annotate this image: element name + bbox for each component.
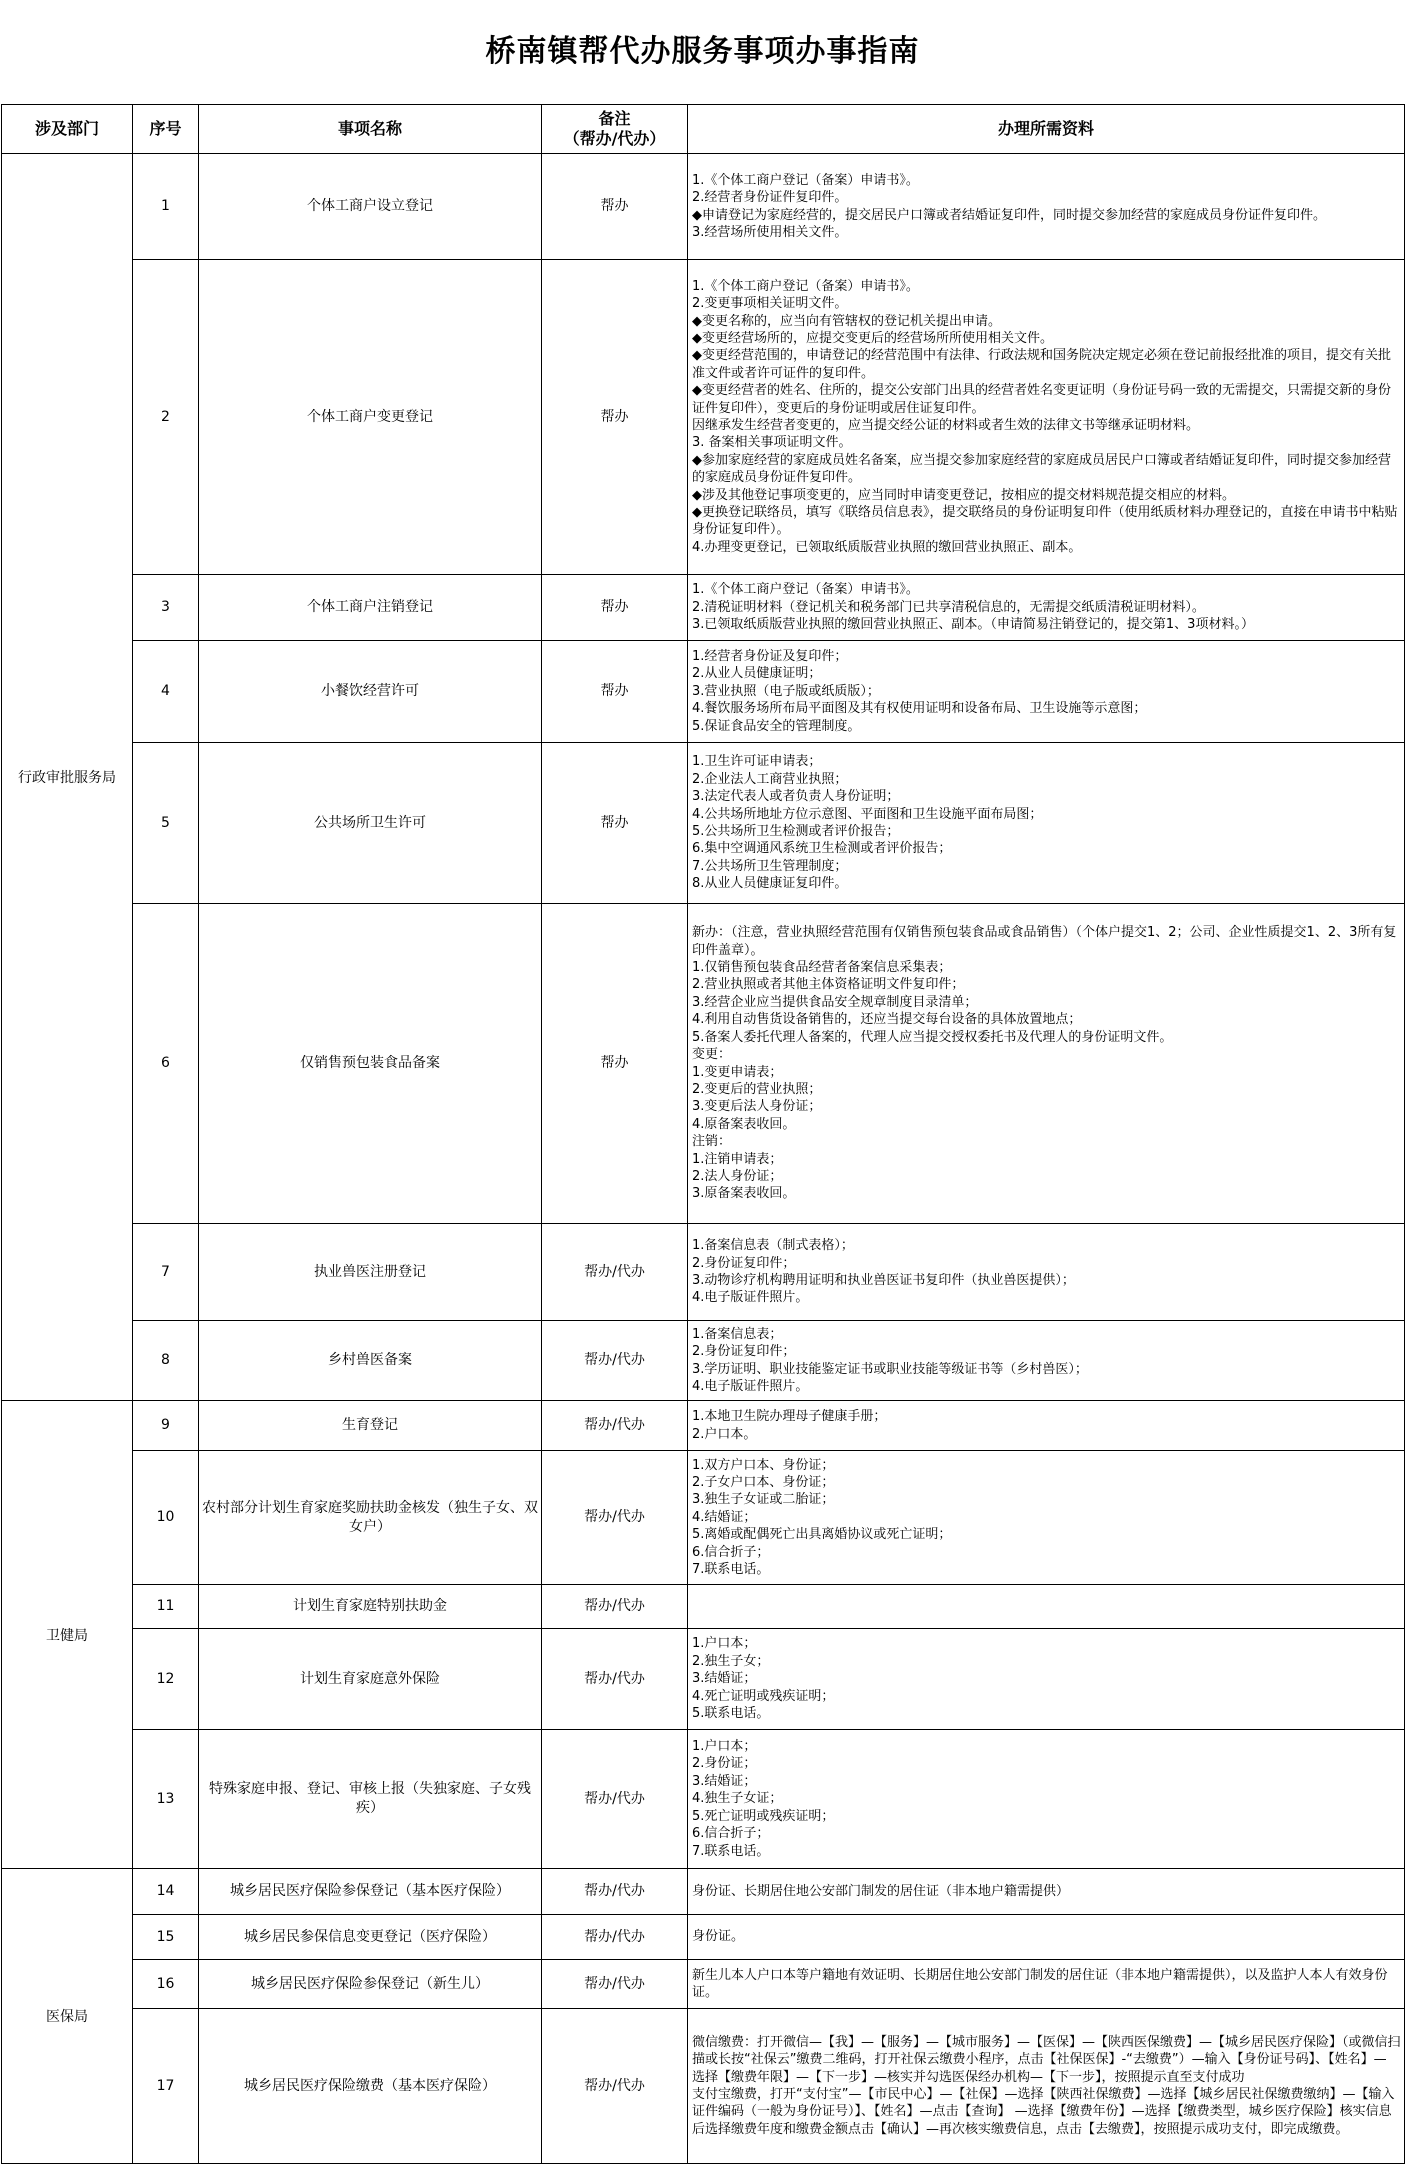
material-line: 1.经营者身份证及复印件； bbox=[692, 648, 848, 664]
table-row bbox=[2, 1451, 1405, 1585]
material-line: 6.信合折子； bbox=[692, 1826, 770, 1842]
material-line: 5.公共场所卫生检测或者评价报告； bbox=[692, 824, 900, 839]
material-line: 2.企业法人工商营业执照； bbox=[692, 771, 848, 787]
header-note bbox=[542, 105, 688, 154]
material-line: 2.变更事项相关证明文件。 bbox=[692, 296, 848, 312]
materials-cell bbox=[688, 1451, 1405, 1585]
seq-cell: 17 bbox=[133, 2009, 199, 2164]
table-row bbox=[2, 1585, 1405, 1629]
materials-cell bbox=[688, 1224, 1405, 1321]
material-line: 4.电子版证件照片。 bbox=[692, 1378, 809, 1394]
material-line: 1.户口本； bbox=[692, 1739, 757, 1755]
material-line: ◆申请登记为家庭经营的，提交居民户口簿或者结婚证复印件，同时提交参加经营的家庭成员身份证件复印件。 bbox=[692, 207, 1326, 223]
table-row bbox=[2, 1321, 1405, 1401]
material-line: 支付宝缴费，打开“支付宝”—【市民中心】—【社保】—选择【陕西社保缴费】—选择【城乡居民社保缴费缴纳】—【输入证件编码（一般为身份证号）】、【姓名】—点击【查询】 —选择【缴费年份】—选择【缴费类型，城乡医疗保险】核实信息后选择缴费年度和缴费金额点击【确认】—再次核实缴费信息，点击【去缴费】，按照提示成功支付，即完成缴费。 bbox=[692, 2087, 1395, 2137]
materials-cell bbox=[688, 1730, 1405, 1869]
table-row bbox=[2, 743, 1405, 904]
item-name-cell: 计划生育家庭特别扶助金 bbox=[199, 1585, 542, 1629]
material-line: 3.变更后法人身份证； bbox=[692, 1099, 822, 1115]
header-seq: 序号 bbox=[133, 105, 199, 154]
note-cell: 帮办 bbox=[542, 743, 688, 904]
material-line: 4.利用自动售货设备销售的，还应当提交每台设备的具体放置地点； bbox=[692, 1012, 1082, 1028]
note-cell: 帮办 bbox=[542, 641, 688, 743]
material-line: 2.身份证复印件； bbox=[692, 1255, 796, 1271]
item-name-cell: 小餐饮经营许可 bbox=[199, 641, 542, 743]
item-name-cell: 仅销售预包装食品备案 bbox=[199, 904, 542, 1224]
material-line: 1.变更申请表； bbox=[692, 1064, 783, 1080]
note-cell: 帮办 bbox=[542, 260, 688, 575]
material-line: 1.《个体工商户登记（备案）申请书》。 bbox=[692, 172, 919, 188]
table-row bbox=[2, 575, 1405, 641]
table-row bbox=[2, 1629, 1405, 1730]
item-name-cell: 城乡居民医疗保险参保登记（基本医疗保险） bbox=[199, 1869, 542, 1915]
seq-cell: 4 bbox=[133, 641, 199, 743]
material-line: 2.法人身份证； bbox=[692, 1168, 783, 1184]
materials-cell bbox=[688, 1321, 1405, 1401]
material-line: 3.原备案表收回。 bbox=[692, 1186, 796, 1202]
note-cell: 帮办/代办 bbox=[542, 1401, 688, 1451]
item-name-cell: 个体工商户注销登记 bbox=[199, 575, 542, 641]
note-cell: 帮办/代办 bbox=[542, 1730, 688, 1869]
table-row bbox=[2, 1730, 1405, 1869]
material-line: 4.公共场所地址方位示意图、平面图和卫生设施平面布局图； bbox=[692, 806, 1043, 822]
material-line: ◆变更经营者的姓名、住所的，提交公安部门出具的经营者姓名变更证明（身份证号码一致的无需提交，只需提交新的身份证件复印件），变更后的身份证明或居住证复印件。 bbox=[692, 383, 1391, 416]
material-line: 1.卫生许可证申请表； bbox=[692, 754, 822, 770]
note-cell: 帮办/代办 bbox=[542, 1451, 688, 1585]
material-line: 2.变更后的营业执照； bbox=[692, 1081, 822, 1097]
material-line: 3. 备案相关事项证明文件。 bbox=[692, 435, 852, 451]
material-line: 3.结婚证； bbox=[692, 1671, 757, 1687]
material-line: 2.身份证复印件； bbox=[692, 1344, 796, 1360]
material-line: 新办：（注意，营业执照经营范围有仅销售预包装食品或食品销售）（个体户提交1、2；公司、企业性质提交1、2、3所有复印件盖章）。 bbox=[692, 925, 1397, 958]
materials-cell bbox=[688, 260, 1405, 575]
item-name-cell: 个体工商户变更登记 bbox=[199, 260, 542, 575]
table-row bbox=[2, 1869, 1405, 1915]
seq-cell: 14 bbox=[133, 1869, 199, 1915]
material-line: 2.经营者身份证件复印件。 bbox=[692, 190, 848, 206]
material-line: 1.户口本； bbox=[692, 1636, 757, 1652]
seq-cell: 11 bbox=[133, 1585, 199, 1629]
item-name-cell: 计划生育家庭意外保险 bbox=[199, 1629, 542, 1730]
dept-cell: 医保局 bbox=[2, 1869, 133, 2164]
material-line: 1.备案信息表（制式表格）； bbox=[692, 1238, 854, 1254]
material-line: ◆更换登记联络员，填写《联络员信息表》，提交联络员的身份证明复印件（使用纸质材料办理登记的，直接在申请书中粘贴身份证复印件）。 bbox=[692, 505, 1398, 538]
material-line: 3.营业执照（电子版或纸质版）； bbox=[692, 683, 880, 699]
seq-cell: 7 bbox=[133, 1224, 199, 1321]
material-line: 5.备案人委托代理人备案的，代理人应当提交授权委托书及代理人的身份证明文件。 bbox=[692, 1029, 1173, 1045]
material-line: 2.独生子女； bbox=[692, 1653, 770, 1669]
material-line: 3.学历证明、职业技能鉴定证书或职业技能等级证书等（乡村兽医）； bbox=[692, 1361, 1088, 1377]
header-note-line2: （帮办/代办） bbox=[563, 129, 666, 148]
materials-cell bbox=[688, 154, 1405, 260]
material-line: ◆变更名称的，应当向有管辖权的登记机关提出申请。 bbox=[692, 313, 1001, 329]
material-line: 3.经营企业应当提供食品安全规章制度目录清单； bbox=[692, 994, 978, 1010]
item-name-cell: 农村部分计划生育家庭奖励扶助金核发（独生子女、双女户） bbox=[199, 1451, 542, 1585]
materials-cell bbox=[688, 1869, 1405, 1915]
material-line: 8.从业人员健康证复印件。 bbox=[692, 876, 848, 892]
material-line: 1.本地卫生院办理母子健康手册； bbox=[692, 1409, 887, 1425]
material-line: 4.餐饮服务场所布局平面图及其有权使用证明和设备布局、卫生设施等示意图； bbox=[692, 701, 1147, 717]
dept-cell: 行政审批服务局 bbox=[2, 154, 133, 1401]
material-line: 4.独生子女证； bbox=[692, 1791, 783, 1807]
material-line: 注销： bbox=[692, 1134, 732, 1150]
material-line: 4.电子版证件照片。 bbox=[692, 1290, 809, 1306]
seq-cell: 16 bbox=[133, 1960, 199, 2009]
material-line: 4.死亡证明或残疾证明； bbox=[692, 1688, 835, 1704]
materials-cell bbox=[688, 1401, 1405, 1451]
seq-cell: 5 bbox=[133, 743, 199, 904]
materials-cell bbox=[688, 904, 1405, 1224]
seq-cell: 13 bbox=[133, 1730, 199, 1869]
material-line: 1.《个体工商户登记（备案）申请书》。 bbox=[692, 582, 919, 598]
material-line: 2.身份证； bbox=[692, 1756, 757, 1772]
service-guide-table bbox=[1, 104, 1405, 2164]
material-line: 4.办理变更登记，已领取纸质版营业执照的缴回营业执照正、副本。 bbox=[692, 539, 1082, 555]
material-line: 3.法定代表人或者负责人身份证明； bbox=[692, 789, 900, 805]
note-cell: 帮办/代办 bbox=[542, 2009, 688, 2164]
material-line: 7.公共场所卫生管理制度； bbox=[692, 858, 848, 874]
material-line: 6.集中空调通风系统卫生检测或者评价报告； bbox=[692, 841, 952, 857]
header-materials: 办理所需资料 bbox=[688, 105, 1405, 154]
material-line: 2.户口本。 bbox=[692, 1426, 757, 1442]
material-line: 2.清税证明材料（登记机关和税务部门已共享清税信息的，无需提交纸质清税证明材料）。 bbox=[692, 599, 1205, 615]
material-line: 1.《个体工商户登记（备案）申请书》。 bbox=[692, 278, 919, 294]
materials-cell bbox=[688, 743, 1405, 904]
material-line: 6.信合折子； bbox=[692, 1544, 770, 1560]
material-line: 3.已领取纸质版营业执照的缴回营业执照正、副本。（申请简易注销登记的，提交第1、3项材料。） bbox=[692, 617, 1254, 633]
material-line: 5.死亡证明或残疾证明； bbox=[692, 1808, 835, 1824]
seq-cell: 3 bbox=[133, 575, 199, 641]
seq-cell: 15 bbox=[133, 1915, 199, 1960]
item-name-cell: 个体工商户设立登记 bbox=[199, 154, 542, 260]
seq-cell: 8 bbox=[133, 1321, 199, 1401]
seq-cell: 10 bbox=[133, 1451, 199, 1585]
materials-cell bbox=[688, 641, 1405, 743]
table-row bbox=[2, 1224, 1405, 1321]
material-line: 7.联系电话。 bbox=[692, 1562, 770, 1578]
materials-cell bbox=[688, 1585, 1405, 1629]
material-line: 变更： bbox=[692, 1047, 732, 1063]
materials-cell bbox=[688, 1629, 1405, 1730]
materials-cell bbox=[688, 1915, 1405, 1960]
table-row bbox=[2, 2009, 1405, 2164]
material-line: 1.注销申请表； bbox=[692, 1151, 783, 1167]
material-line: 新生儿本人户口本等户籍地有效证明、长期居住地公安部门制发的居住证（非本地户籍需提供），以及监护人本人有效身份证。 bbox=[692, 1967, 1388, 2000]
material-line: 4.原备案表收回。 bbox=[692, 1116, 796, 1132]
material-line: 4.结婚证； bbox=[692, 1509, 757, 1525]
seq-cell: 12 bbox=[133, 1629, 199, 1730]
item-name-cell: 乡村兽医备案 bbox=[199, 1321, 542, 1401]
item-name-cell: 城乡居民医疗保险参保登记（新生儿） bbox=[199, 1960, 542, 2009]
item-name-cell: 生育登记 bbox=[199, 1401, 542, 1451]
note-cell: 帮办/代办 bbox=[542, 1629, 688, 1730]
item-name-cell: 城乡居民参保信息变更登记（医疗保险） bbox=[199, 1915, 542, 1960]
material-line: 5.保证食品安全的管理制度。 bbox=[692, 718, 861, 734]
table-row bbox=[2, 1401, 1405, 1451]
materials-cell bbox=[688, 575, 1405, 641]
material-line: ◆变更经营范围的，申请登记的经营范围中有法律、行政法规和国务院决定规定必须在登记前报经批准的项目，提交有关批准文件或者许可证件的复印件。 bbox=[692, 348, 1391, 381]
material-line: 2.从业人员健康证明； bbox=[692, 666, 822, 682]
material-line: 5.联系电话。 bbox=[692, 1706, 770, 1722]
note-cell: 帮办/代办 bbox=[542, 1915, 688, 1960]
material-line: 身份证。 bbox=[692, 1929, 745, 1945]
material-line: 微信缴费：打开微信—【我】—【服务】—【城市服务】—【医保】—【陕西医保缴费】—【城乡居民医疗保险】（或微信扫描或长按“社保云”缴费二维码，打开社保云缴费小程序，点击【社保医保】-“去缴费”）—输入【身份证号码】、【姓名】— 选择【缴费年限】—【下一步】—核实并勾选医保经办机构—【下一步】，按照提示直至支付成功 bbox=[692, 2034, 1401, 2085]
material-line: 1.仅销售预包装食品经营者备案信息采集表； bbox=[692, 960, 952, 976]
note-cell: 帮办/代办 bbox=[542, 1321, 688, 1401]
material-line: 1.双方户口本、身份证； bbox=[692, 1457, 835, 1473]
material-line: 身份证、长期居住地公安部门制发的居住证（非本地户籍需提供） bbox=[692, 1883, 1070, 1899]
seq-cell: 9 bbox=[133, 1401, 199, 1451]
page-title: 桥南镇帮代办服务事项办事指南 bbox=[485, 34, 920, 69]
note-cell: 帮办/代办 bbox=[542, 1960, 688, 2009]
item-name-cell: 执业兽医注册登记 bbox=[199, 1224, 542, 1321]
note-cell: 帮办 bbox=[542, 154, 688, 260]
note-cell: 帮办 bbox=[542, 904, 688, 1224]
note-cell: 帮办/代办 bbox=[542, 1224, 688, 1321]
material-line: 2.子女户口本、身份证； bbox=[692, 1474, 835, 1490]
material-line: 2.营业执照或者其他主体资格证明文件复印件； bbox=[692, 977, 965, 993]
header-name: 事项名称 bbox=[199, 105, 542, 154]
material-line: ◆参加家庭经营的家庭成员姓名备案，应当提交参加家庭经营的家庭成员居民户口簿或者结婚证复印件，同时提交参加经营的家庭成员身份证件复印件。 bbox=[692, 452, 1391, 486]
materials-cell bbox=[688, 2009, 1405, 2164]
material-line: 3.结婚证； bbox=[692, 1773, 757, 1789]
header-dept: 涉及部门 bbox=[2, 105, 133, 154]
note-cell: 帮办 bbox=[542, 575, 688, 641]
material-line: 3.动物诊疗机构聘用证明和执业兽医证书复印件（执业兽医提供）； bbox=[692, 1273, 1075, 1288]
header-note-line1: 备注 bbox=[598, 109, 631, 128]
note-cell: 帮办/代办 bbox=[542, 1585, 688, 1629]
material-line: 1.备案信息表； bbox=[692, 1326, 783, 1342]
material-line: 5.离婚或配偶死亡出具离婚协议或死亡证明； bbox=[692, 1527, 952, 1543]
materials-cell bbox=[688, 1960, 1405, 2009]
table-row bbox=[2, 260, 1405, 575]
item-name-cell: 公共场所卫生许可 bbox=[199, 743, 542, 904]
table-row bbox=[2, 1915, 1405, 1960]
table-row bbox=[2, 1960, 1405, 2009]
dept-cell: 卫健局 bbox=[2, 1401, 133, 1869]
material-line: ◆变更经营场所的，应提交变更后的经营场所所使用相关文件。 bbox=[692, 330, 1053, 346]
note-cell: 帮办/代办 bbox=[542, 1869, 688, 1915]
material-line: 因继承发生经营者变更的，应当提交经公证的材料或者生效的法律文书等继承证明材料。 bbox=[692, 418, 1200, 433]
table-row bbox=[2, 904, 1405, 1224]
table-row bbox=[2, 641, 1405, 743]
seq-cell: 2 bbox=[133, 260, 199, 575]
header-row bbox=[2, 105, 1405, 154]
material-line: ◆涉及其他登记事项变更的，应当同时申请变更登记，按相应的提交材料规范提交相应的材料。 bbox=[692, 487, 1235, 503]
item-name-cell: 特殊家庭申报、登记、审核上报（失独家庭、子女残疾） bbox=[199, 1730, 542, 1869]
table-row bbox=[2, 154, 1405, 260]
item-name-cell: 城乡居民医疗保险缴费（基本医疗保险） bbox=[199, 2009, 542, 2164]
material-line: 7.联系电话。 bbox=[692, 1843, 770, 1859]
seq-cell: 1 bbox=[133, 154, 199, 260]
material-line: 3.经营场所使用相关文件。 bbox=[692, 224, 848, 240]
material-line: 3.独生子女证或二胎证； bbox=[692, 1492, 835, 1508]
seq-cell: 6 bbox=[133, 904, 199, 1224]
